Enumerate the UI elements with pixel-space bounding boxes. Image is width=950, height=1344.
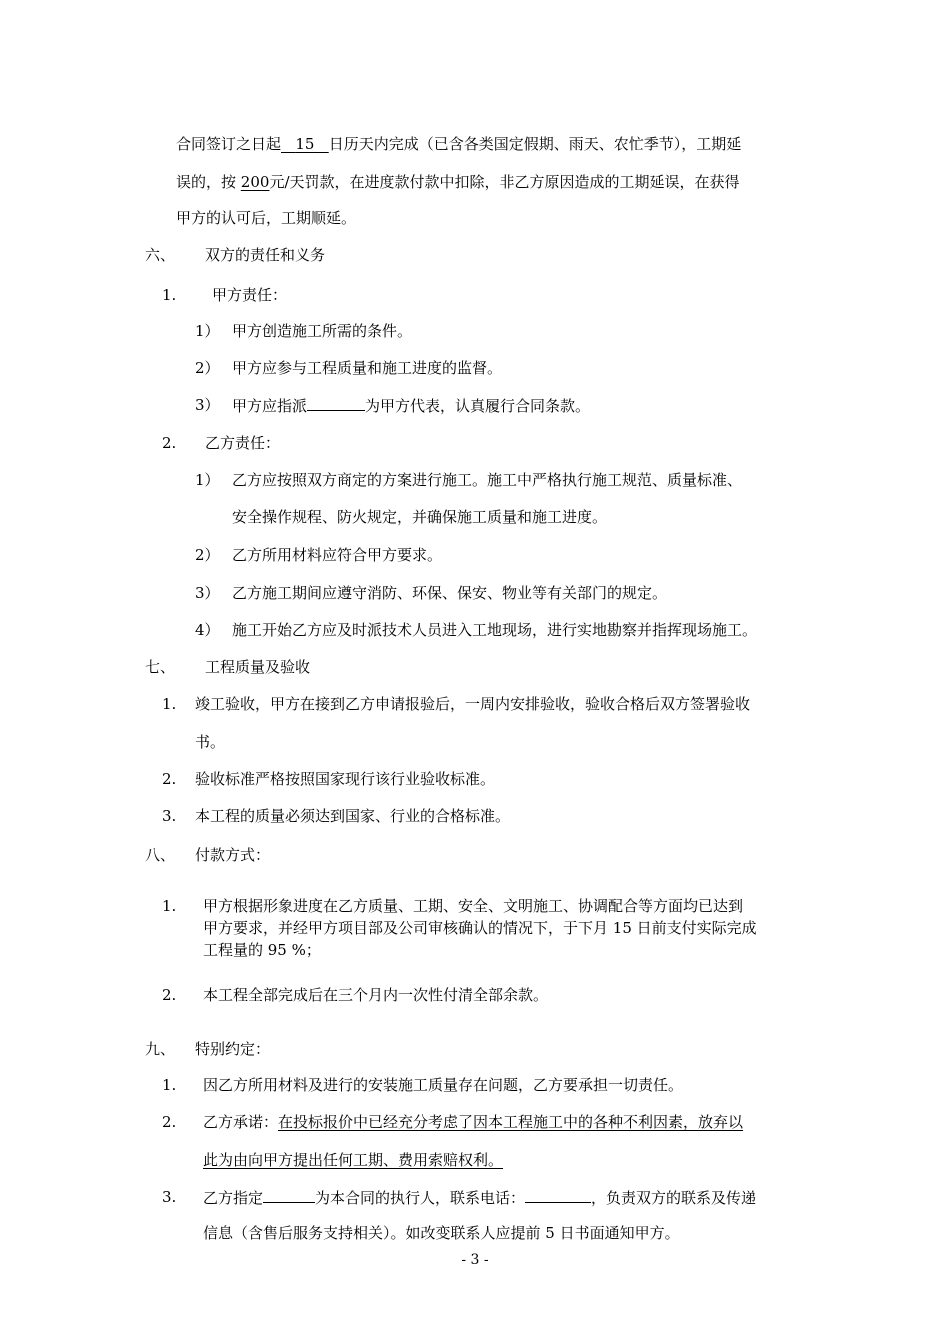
item-number: 2. — [162, 986, 177, 1004]
list-item-continuation: 甲方要求，并经甲方项目部及公司审核确认的情况下，于下月 15 日前支付实际完成 — [203, 919, 757, 937]
underlined-commitment: 此为由向甲方提出任何工期、费用索赔权利。 — [203, 1151, 504, 1169]
list-item: 竣工验收，甲方在接到乙方申请报验后，一周内安排验收，验收合格后双方签署验收 — [195, 695, 751, 713]
text: 合同签订之日起 — [176, 135, 282, 153]
text: 日历天内完成（已含各类国定假期、雨天、农忙季节），工期延 — [328, 135, 742, 153]
fine-value: 200 — [240, 173, 270, 191]
representative-blank — [307, 395, 365, 411]
item-number: 1. — [162, 897, 177, 915]
list-item: 本工程全部完成后在三个月内一次性付清全部余款。 — [203, 986, 549, 1004]
item-number: 3. — [162, 807, 177, 825]
list-item: 乙方承诺：在投标报价中已经充分考虑了因本工程施工中的各种不利因素，放弃以 — [203, 1113, 744, 1131]
item-number: 1） — [195, 322, 220, 340]
paragraph-line — [176, 134, 741, 154]
item-number: 1. — [162, 1076, 177, 1094]
list-item: 因乙方所用材料及进行的安装施工质量存在问题，乙方要承担一切责任。 — [203, 1076, 684, 1094]
executor-blank — [263, 1187, 315, 1203]
days-value: 15 — [295, 135, 315, 153]
list-item: 本工程的质量必须达到国家、行业的合格标准。 — [195, 807, 511, 825]
list-item-continuation: 安全操作规程、防火规定，并确保施工质量和施工进度。 — [232, 508, 608, 526]
item-number: 2） — [195, 359, 220, 377]
subsection-title: 甲方责任： — [212, 286, 288, 304]
list-item: 乙方应按照双方商定的方案进行施工。施工中严格执行施工规范、质量标准、 — [232, 471, 743, 489]
list-item: 乙方指定 为本合同的执行人，联系电话： ，负责双方的联系及传递 — [203, 1189, 757, 1207]
list-item: 甲方应指派 为甲方代表，认真履行合同条款。 — [232, 397, 591, 415]
list-item: 乙方所用材料应符合甲方要求。 — [232, 546, 443, 564]
section-number: 六、 — [145, 246, 176, 264]
paragraph-line — [176, 172, 740, 192]
list-item-continuation: 书。 — [195, 733, 226, 751]
section-title: 付款方式： — [195, 846, 271, 864]
section-number: 九、 — [145, 1040, 176, 1058]
list-item: 验收标准严格按照国家现行该行业验收标准。 — [195, 770, 496, 788]
item-number: 1. — [162, 286, 177, 304]
section-number: 八、 — [145, 846, 176, 864]
list-item: 乙方施工期间应遵守消防、环保、保安、物业等有关部门的规定。 — [232, 584, 668, 602]
item-number: 3） — [195, 584, 220, 602]
list-item: 甲方根据形象进度在乙方质量、工期、安全、文明施工、协调配合等方面均已达到 — [203, 897, 744, 915]
item-number: 3. — [162, 1188, 177, 1206]
subsection-title: 乙方责任： — [205, 434, 281, 452]
text: 误的，按 — [176, 173, 237, 191]
item-number: 2. — [162, 1113, 177, 1131]
page-number: - 3 - — [461, 1252, 489, 1268]
text: 元/天罚款，在进度款付款中扣除，非乙方原因造成的工期延误，在获得 — [269, 173, 740, 191]
section-title: 特别约定： — [195, 1040, 271, 1058]
list-item-continuation — [203, 1150, 503, 1170]
section-title: 工程质量及验收 — [205, 658, 311, 676]
item-number: 4） — [195, 621, 220, 639]
list-item: 甲方应参与工程质量和施工进度的监督。 — [232, 359, 503, 377]
item-number: 2. — [162, 770, 177, 788]
section-title: 双方的责任和义务 — [205, 246, 326, 264]
item-number: 2） — [195, 546, 220, 564]
list-item-continuation: 工程量的 95 %； — [203, 941, 321, 959]
phone-blank — [525, 1187, 591, 1203]
section-number: 七、 — [145, 658, 176, 676]
item-number: 1. — [162, 695, 177, 713]
item-number: 1） — [195, 471, 220, 489]
paragraph-line: 甲方的认可后，工期顺延。 — [176, 209, 357, 227]
item-number: 3） — [195, 396, 220, 414]
list-item: 甲方创造施工所需的条件。 — [232, 322, 413, 340]
item-number: 2. — [162, 434, 177, 452]
list-item-continuation: 信息（含售后服务支持相关）。如改变联系人应提前 5 日书面通知甲方。 — [203, 1224, 680, 1242]
underlined-commitment: 在投标报价中已经充分考虑了因本工程施工中的各种不利因素，放弃以 — [278, 1113, 744, 1131]
list-item: 施工开始乙方应及时派技术人员进入工地现场，进行实地勘察并指挥现场施工。 — [232, 621, 758, 639]
